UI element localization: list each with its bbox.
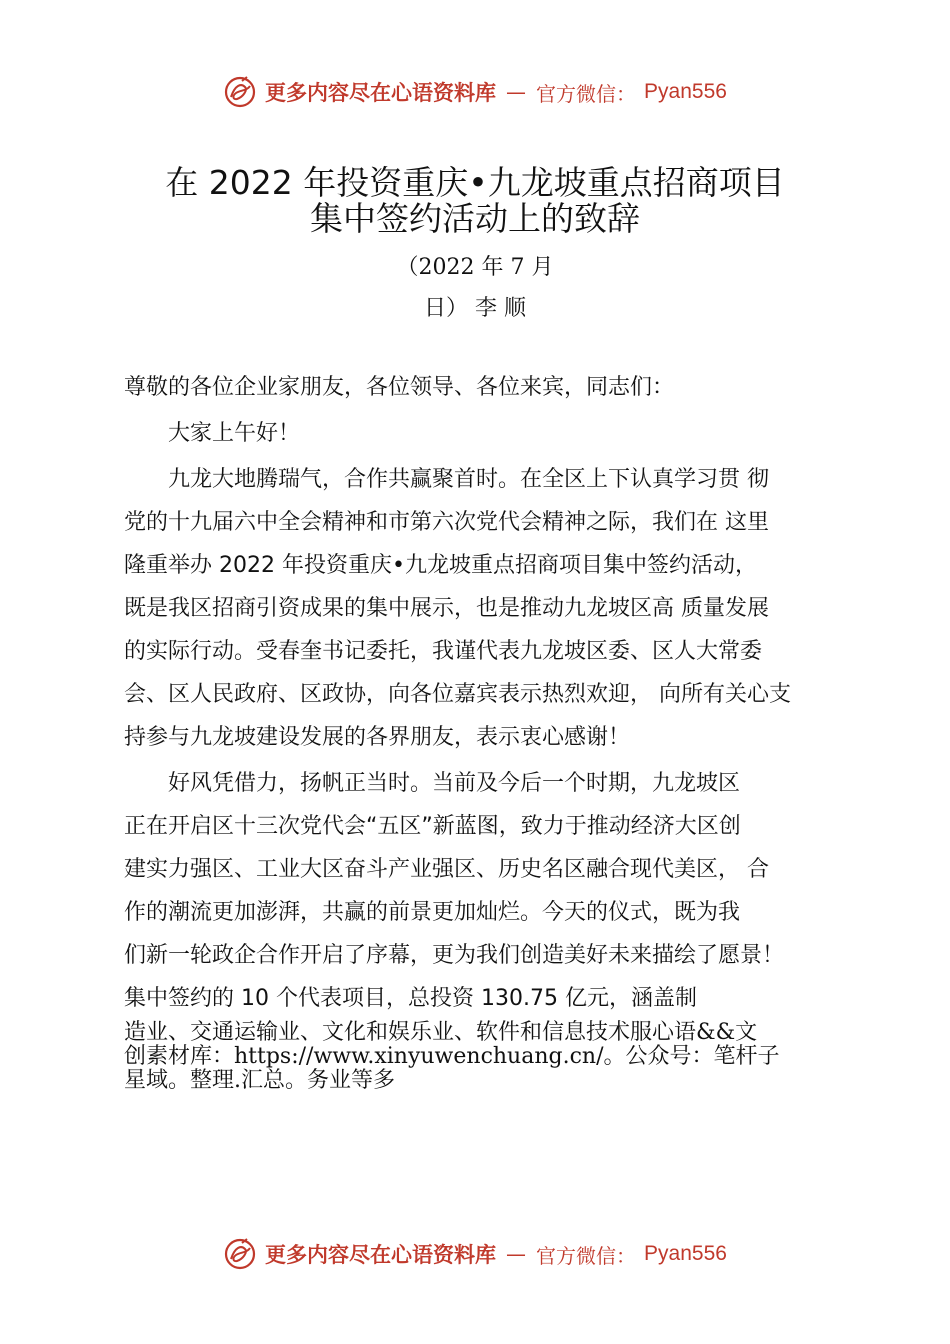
body-line: 会、区人民政府、区政协，向各位嘉宾表示热烈欢迎， 向所有关心支	[124, 682, 791, 707]
body-line: 既是我区招商引资成果的集中展示，也是推动九龙坡区高 质量发展	[124, 596, 769, 621]
document-title-line-1: 在 2022 年投资重庆•九龙坡重点招商项目	[165, 163, 785, 202]
body-line: 尊敬的各位企业家朋友，各位领导、各位来宾，同志们：	[124, 375, 675, 400]
dateline-line-2: 日） 李 顺	[424, 296, 526, 321]
header-banner	[0, 70, 950, 114]
body-line: 隆重举办 2022 年投资重庆•九龙坡重点招商项目集中签约活动，	[124, 553, 757, 578]
body-line: 党的十九届六中全会精神和市第六次党代会精神之际，我们在 这里	[124, 510, 769, 535]
footer-note-line: 造业、交通运输业、文化和娱乐业、软件和信息技术服心语&&文	[124, 1020, 758, 1045]
document-title-line-2: 集中签约活动上的致辞	[310, 199, 640, 238]
signature-logo-icon	[223, 75, 257, 109]
banner-text: 更多内容尽在心语资料库	[265, 1242, 497, 1267]
banner-wechat-label: 官方微信：	[536, 1243, 637, 1268]
body-line: 集中签约的 10 个代表项目，总投资 130.75 亿元，涵盖制	[124, 986, 697, 1011]
body-line: 作的潮流更加澎湃，共赢的前景更加灿烂。今天的仪式，既为我	[124, 900, 741, 925]
body-line: 好风凭借力，扬帆正当时。当前及今后一个时期，九龙坡区	[124, 771, 741, 796]
footer-note-line: 创素材库：https://www.xinyuwenchuang.cn/。公众号：笔杆子	[124, 1044, 780, 1069]
dateline-line-1: （2022 年 7 月	[396, 255, 554, 280]
banner-dash: —	[506, 80, 527, 104]
banner-dash: —	[506, 1242, 527, 1266]
banner-wechat-id: Pyan556	[644, 1242, 727, 1265]
body-line: 的实际行动。受春奎书记委托，我谨代表九龙坡区委、区人大常委	[124, 639, 763, 664]
body-line: 正在开启区十三次党代会“五区”新蓝图，致力于推动经济大区创	[124, 814, 741, 839]
footer-banner	[0, 1232, 950, 1276]
banner-text: 更多内容尽在心语资料库	[265, 80, 497, 105]
signature-logo-icon	[223, 1237, 257, 1271]
body-line: 大家上午好！	[124, 421, 301, 446]
body-line: 建实力强区、工业大区奋斗产业强区、历史名区融合现代美区， 合	[124, 857, 769, 882]
footer-note-line: 星域。整理.汇总。务业等多	[124, 1068, 395, 1093]
body-line: 九龙大地腾瑞气，合作共赢聚首时。在全区上下认真学习贯 彻	[124, 467, 769, 492]
banner-wechat-id: Pyan556	[644, 80, 727, 103]
banner-wechat-label: 官方微信：	[536, 81, 637, 106]
body-line: 持参与九龙坡建设发展的各界朋友，表示衷心感谢！	[124, 725, 631, 750]
body-line: 们新一轮政企合作开启了序幕，更为我们创造美好未来描绘了愿景！	[124, 943, 785, 968]
